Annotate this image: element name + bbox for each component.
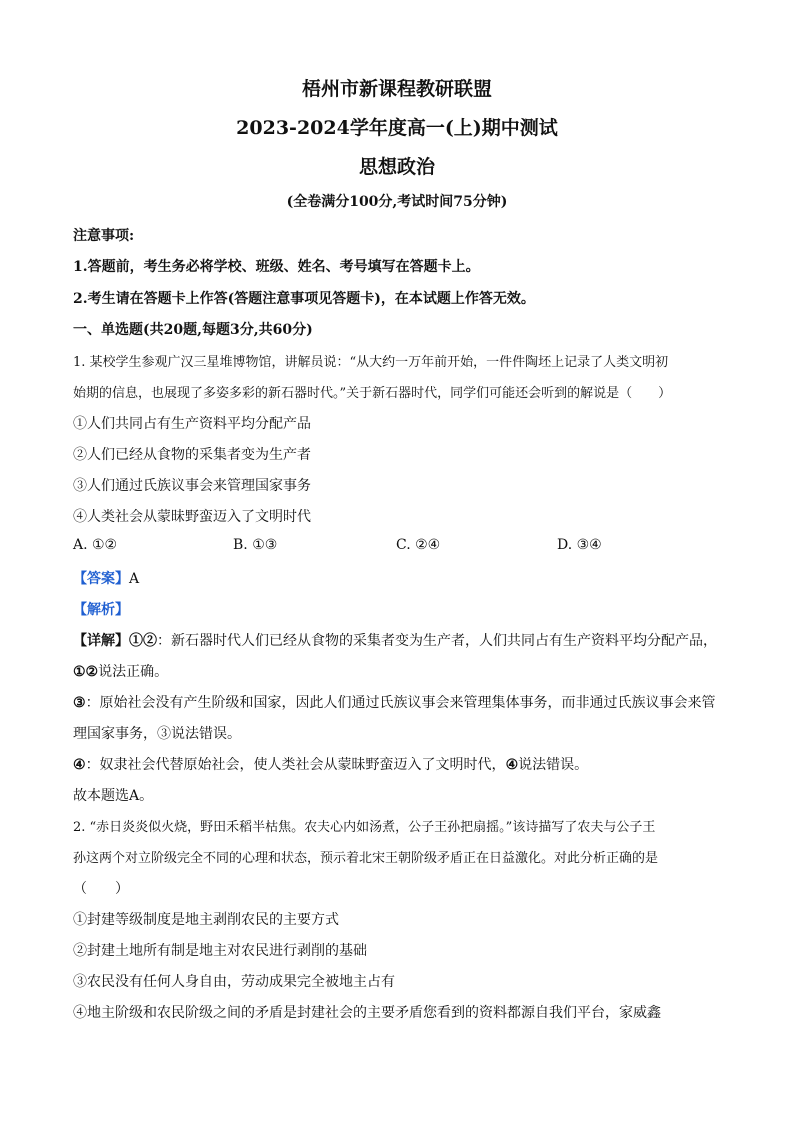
q1-detail-line4: 理国家事务，③说法错误。 <box>73 726 241 742</box>
detail-lead: ③ <box>73 695 86 711</box>
statement-text: ④地主阶级和农民阶级之间的矛盾是封建社会的主要矛盾 <box>73 1005 423 1021</box>
q1-stem-line1: 1. 某校学生参观广汉三星堆博物馆，讲解员说：“从大约一万年前开始，一件件陶坯上记录了人类文明初 <box>73 355 669 370</box>
note-1: 1.答题前，考生务必将学校、班级、姓名、考号填写在答题卡上。 <box>73 259 480 275</box>
q1-option-d: D. ③④ <box>557 537 602 553</box>
q1-option-b: B. ①③ <box>233 537 278 553</box>
q2-statement-4 <box>73 1002 661 1022</box>
detail-lead: ①② <box>129 633 157 649</box>
q1-analysis-line <box>73 599 129 619</box>
q1-option-c: C. ②④ <box>396 537 441 553</box>
detail-lead: ①② <box>73 664 99 680</box>
detail-text: ：原始社会没有产生阶级和国家，因此人们通过氏族议事会来管理集体事务，而非通过氏族议事会来管 <box>85 695 716 711</box>
q1-conclusion: 故本题选A。 <box>73 788 154 804</box>
q1-statement-4: ④人类社会从蒙昧野蛮迈入了文明时代 <box>73 509 311 525</box>
q1-statement-3: ③人们通过氏族议事会来管理国家事务 <box>73 478 311 494</box>
notes-heading: 注意事项: <box>73 228 135 244</box>
answer-value: A <box>129 571 140 587</box>
q1-detail-line1 <box>73 630 717 650</box>
q2-statement-2: ②封建土地所有制是地主对农民进行剥削的基础 <box>73 943 367 959</box>
detail-tag: 【详解】 <box>73 633 129 649</box>
detail-text: 说法正确。 <box>98 664 169 680</box>
q2-stem-line2: 孙这两个对立阶级完全不同的心理和状态，预示着北宋王朝阶级矛盾正在日益激化。对此分析正确的是 <box>73 851 659 866</box>
section-heading: 一、单选题(共20题,每题3分,共60分) <box>73 322 313 338</box>
org-title: 梧州市新课程教研联盟 <box>301 78 492 100</box>
q2-stem-line3: （ ） <box>73 881 129 897</box>
q2-stem-line1: 2. “赤日炎炎似火烧，野田禾稻半枯焦。农夫心内如汤煮，公子王孙把扇摇。”该诗描写了农夫与公子王 <box>73 820 656 835</box>
q1-detail-line2 <box>73 661 168 681</box>
exam-title: 2023-2024学年度高一(上)期中测试 <box>236 117 558 139</box>
watermark-text: 您看到的资料都源自我们平台，家威鑫 <box>423 1005 661 1021</box>
q1-statement-1: ①人们共同占有生产资料平均分配产品 <box>73 416 311 432</box>
exam-info: (全卷满分100分,考试时间75分钟) <box>286 194 508 210</box>
analysis-tag: 【解析】 <box>73 602 129 618</box>
detail-lead: ④ <box>73 757 86 773</box>
q1-answer-line <box>73 568 139 588</box>
subject-title: 思想政治 <box>358 156 435 178</box>
detail-lead: ④ <box>505 757 519 773</box>
q2-statement-1: ①封建等级制度是地主剥削农民的主要方式 <box>73 912 339 928</box>
q1-statement-2: ②人们已经从食物的采集者变为生产者 <box>73 447 311 463</box>
detail-text: ：新石器时代人们已经从食物的采集者变为生产者，人们共同占有生产资料平均分配产品， <box>157 633 717 649</box>
q1-stem-line2: 始期的信息，也展现了多姿多彩的新石器时代。”关于新石器时代，同学们可能还会听到的解说是（ ） <box>73 386 672 401</box>
answer-tag: 【答案】 <box>73 571 129 587</box>
detail-text: ：奴隶社会代替原始社会，使人类社会从蒙昧野蛮迈入了文明时代， <box>85 757 506 773</box>
q1-detail-line3 <box>73 692 716 712</box>
q2-statement-3: ③农民没有任何人身自由，劳动成果完全被地主占有 <box>73 974 395 990</box>
q1-option-a: A. ①② <box>73 537 118 553</box>
q1-detail-line5 <box>73 754 588 774</box>
detail-text: 说法错误。 <box>518 757 589 773</box>
note-2: 2.考生请在答题卡上作答(答题注意事项见答题卡)，在本试题上作答无效。 <box>73 291 535 307</box>
